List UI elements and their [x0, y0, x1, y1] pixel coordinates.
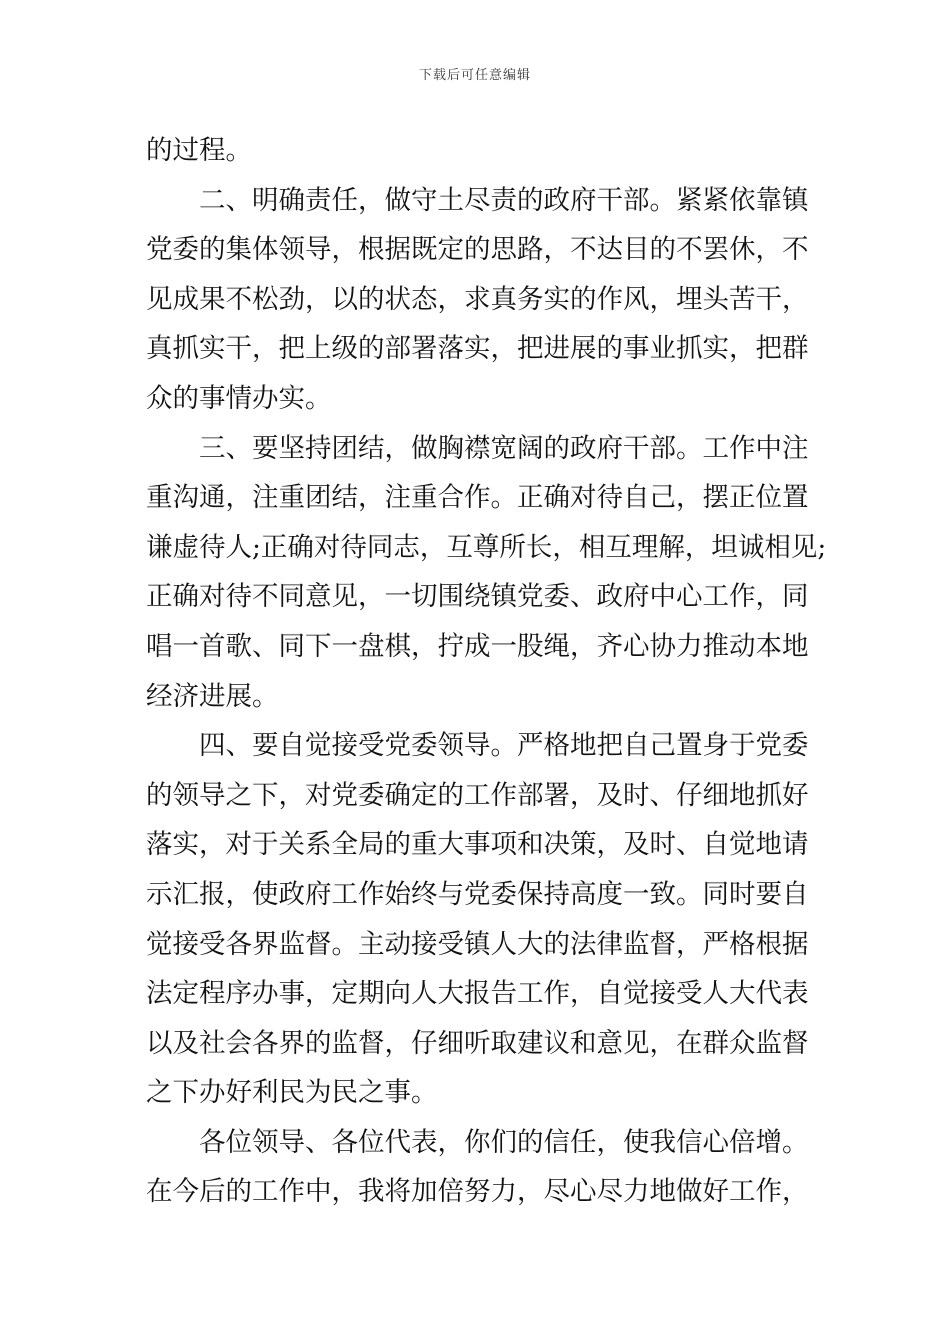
- text-line: 四、要自觉接受党委领导。严格地把自己置身于党委: [146, 730, 809, 762]
- text-line: 正确对待不同意见，一切围绕镇党委、政府中心工作，同: [146, 581, 809, 613]
- text-line: 真抓实干，把上级的部署落实，把进展的事业抓实，把群: [146, 333, 809, 365]
- text-line: 的过程。: [146, 135, 252, 166]
- text-line: 的领导之下，对党委确定的工作部署，及时、仔细地抓好: [146, 779, 809, 811]
- text-line: 经济进展。: [146, 680, 279, 712]
- text-line: 谦虚待人;正确对待同志，互尊所长，相互理解，坦诚相见;: [146, 531, 827, 563]
- text-line: 党委的集体领导，根据既定的思路，不达目的不罢休，不: [146, 234, 809, 266]
- text-line: 之下办好利民为民之事。: [146, 1077, 438, 1109]
- text-line: 见成果不松劲，以的状态，求真务实的作风，埋头苦干，: [146, 283, 809, 315]
- text-line: 唱一首歌、同下一盘棋，拧成一股绳，齐心协力推动本地: [146, 630, 809, 662]
- text-line: 法定程序办事，定期向人大报告工作，自觉接受人大代表: [146, 978, 809, 1010]
- text-line: 二、明确责任，做守土尽责的政府干部。紧紧依靠镇: [146, 184, 809, 216]
- text-line: 落实，对于关系全局的重大事项和决策，及时、自觉地请: [146, 829, 809, 861]
- text-line: 重沟通，注重团结，注重合作。正确对待自己，摆正位置: [146, 482, 809, 514]
- document-body: [146, 126, 827, 1217]
- text-line: 觉接受各界监督。主动接受镇人大的法律监督，严格根据: [146, 928, 809, 960]
- text-line: 众的事情办实。: [146, 382, 332, 414]
- text-line: 在今后的工作中，我将加倍努力，尽心尽力地做好工作，: [146, 1176, 809, 1208]
- text-line: 各位领导、各位代表，你们的信任，使我信心倍增。: [146, 1126, 809, 1158]
- text-line: 示汇报，使政府工作始终与党委保持高度一致。同时要自: [146, 878, 809, 910]
- text-line: 以及社会各界的监督，仔细听取建议和意见，在群众监督: [146, 1027, 809, 1059]
- text-line: 三、要坚持团结，做胸襟宽阔的政府干部。工作中注: [146, 432, 809, 464]
- page-header-note: 下载后可任意编辑: [418, 68, 531, 83]
